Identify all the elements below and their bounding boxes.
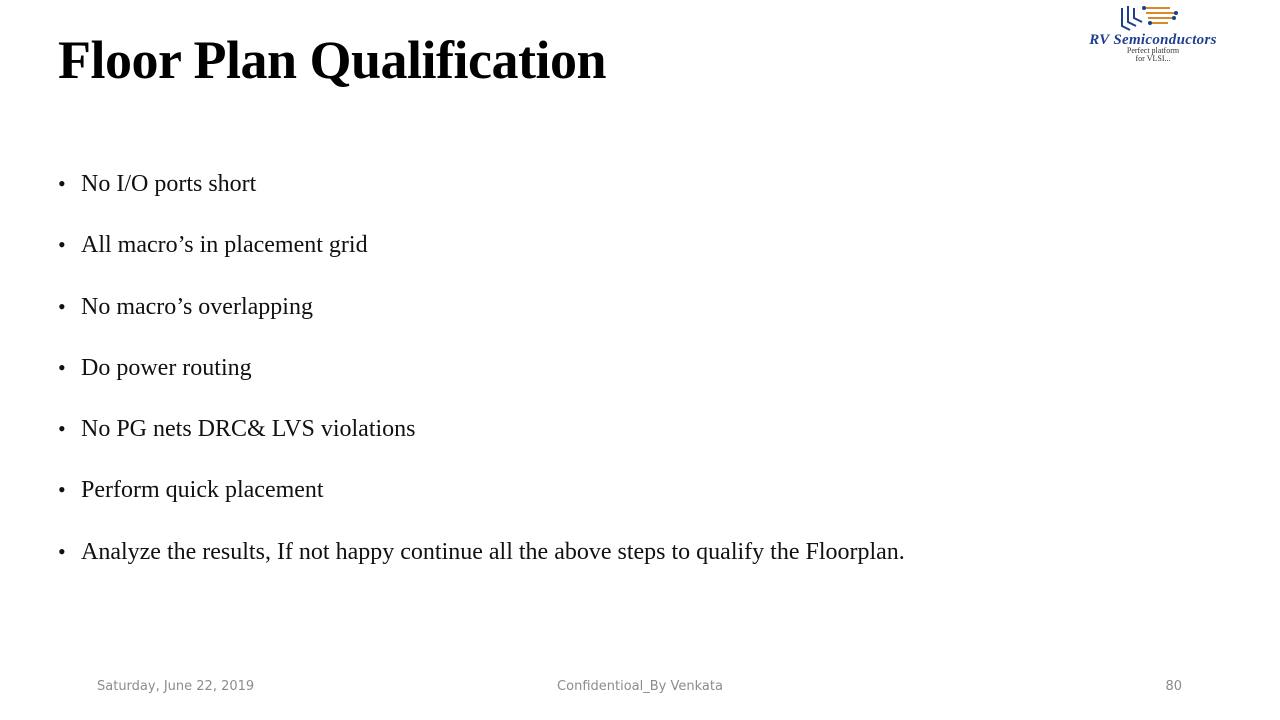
bullet-item	[58, 350, 905, 411]
bullet-item	[58, 227, 905, 288]
logo-tagline-line2: for VLSI...	[1135, 54, 1171, 63]
logo-tagline	[1098, 47, 1208, 63]
bullet-item	[58, 166, 905, 227]
bullet-item	[58, 534, 905, 595]
bullet-text: All macro’s in placement grid	[81, 232, 368, 259]
logo-company-name: RV Semiconductors	[1089, 32, 1217, 48]
rv-semiconductors-logo-icon	[1116, 2, 1186, 34]
bullet-text: No I/O ports short	[81, 171, 257, 197]
footer-date: Saturday, June 22, 2019	[97, 679, 255, 694]
bullet-text: Analyze the results, If not happy continue all the above steps to qualify the Floorplan.	[81, 538, 905, 565]
bullet-text: Do power routing	[81, 354, 252, 381]
bullet-list	[58, 166, 905, 595]
bullet-icon: •	[58, 232, 66, 258]
logo-tagline-line1: Perfect platform	[1126, 46, 1180, 55]
bullet-item	[58, 289, 905, 350]
company-logo	[1040, 0, 1260, 66]
bullet-icon: •	[58, 354, 66, 380]
footer-confidential: Confidentioal_By Venkata	[557, 679, 723, 694]
bullet-icon: •	[58, 416, 66, 442]
bullet-text: No macro’s overlapping	[81, 293, 313, 320]
bullet-text: No PG nets DRC& LVS violations	[81, 416, 416, 443]
bullet-icon: •	[58, 538, 66, 564]
slide-number: 80	[1165, 679, 1182, 694]
bullet-icon: •	[58, 293, 66, 319]
bullet-item	[58, 411, 905, 472]
bullet-icon: •	[58, 171, 66, 196]
bullet-item	[58, 472, 905, 533]
slide-title: Floor Plan Qualification	[58, 30, 607, 90]
bullet-text: Perform quick placement	[81, 477, 324, 504]
bullet-icon: •	[58, 477, 66, 503]
